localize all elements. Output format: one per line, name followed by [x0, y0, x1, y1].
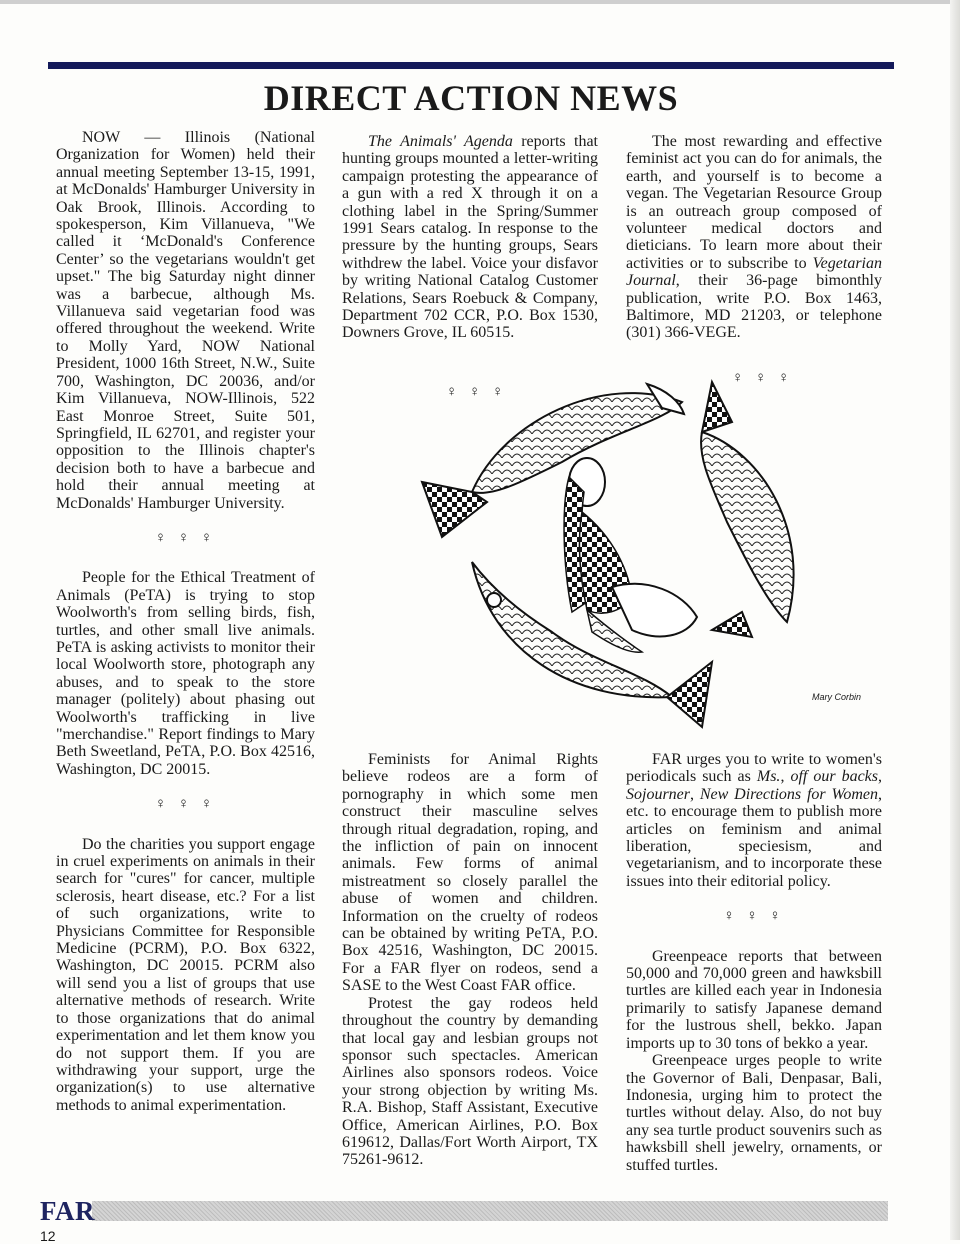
article-text: ,	[878, 768, 883, 786]
page-number: 12	[40, 1228, 56, 1244]
article-text: FAR urges you to write to women's periodicals such as	[626, 751, 882, 786]
fish-right-fin	[712, 612, 752, 637]
magazine-title: Sojourner	[626, 785, 690, 803]
illustration-credit: Mary Corbin	[812, 692, 862, 702]
article-text: ,	[690, 785, 700, 803]
mermaid-fish-illustration	[412, 362, 822, 730]
column-3-bottom	[626, 751, 882, 1174]
scan-shadow	[950, 0, 960, 1240]
magazine-title: Ms.	[756, 768, 781, 786]
article-now-illinois: NOW — Illinois (National Organization for Women) held their annual meeting September 13-15, 1991, at McDonalds' Hamburger University in Oak Brook, Illinois. According to spokesperson, Kim Villanueva, "We called it ‘McDonald's Conference Center’ so the vegetarians wouldn't get upset." The big Saturday night dinner was a barbecue, although Ms. Villanueva said vegetarian food was offered throughout the weekend. Write to Molly Yard, NOW National President, 1000 16th Street, N.W., Suite 700, Washington, DC 20036, and/or Kim Villanueva, NOW-Illinois, 522 East Monroe Street, Suite 501, Springfield, IL 62701, and register your opposition to the Illinois chapter's decision both to have a barbecue and hold their annual meeting at McDonalds' Hamburger University.	[56, 129, 315, 512]
article-vegetarian-resource-group	[626, 133, 882, 342]
fish-right-tail	[702, 382, 732, 432]
fish-right	[701, 432, 794, 622]
article-greenpeace-bali: Greenpeace urges people to write the Governor of Bali, Denpasar, Bali, Indonesia, urging him to protect the turtles without delay. Also, do not buy any sea turtle product souvenirs such as hawksbill shell jewelry, ornaments, or stuffed turtles.	[626, 1052, 882, 1174]
article-far-periodicals	[626, 751, 882, 890]
article-text: , their 36-page bimonthly publication, write P.O. Box 1463, Baltimore, MD 21203, or telephone (301) 366-VEGE.	[626, 272, 882, 342]
footer-logo: FAR	[40, 1196, 95, 1226]
magazine-title: New Directions for Women	[699, 785, 878, 803]
page-title: DIRECT ACTION NEWS	[263, 78, 679, 118]
scan-edge	[0, 0, 960, 4]
magazine-title: The Animals' Agenda	[368, 133, 513, 150]
article-peta-woolworth: People for the Ethical Treatment of Animals (PeTA) is trying to stop Woolworth's from selling birds, fish, turtles, and other small live animals. PeTA is asking activists to monitor their local Woolworth store, photograph any abuses, and to speak to the store manager (politely) about phasing out Woolworth's trafficking in live "merchandise." Report findings to Mary Beth Sweetland, PeTA, P.O. Box 42516, Washington, DC 20015.	[56, 569, 315, 778]
column-2-bottom	[342, 751, 598, 1169]
article-text: reports that hunting groups mounted a letter-writing campaign protesting the appearance of a gun with a red X through it on a clothing label in the Spring/Summer 1991 Sears catalog. In response to the pressure by the hunting groups, Sears withdrew the label. Voice your disfavor by writing National Catalog Customer Relations, Sears Roebuck & Company, Department 702 CCR, P.O. Box 1530, Downers Grove, IL 60515.	[342, 133, 598, 342]
column-3-top	[626, 133, 882, 342]
venus-separator: ♀ ♀ ♀	[154, 796, 217, 813]
article-greenpeace-turtles: Greenpeace reports that between 50,000 and 70,000 green and hawksbill turtles are killed each year in Indonesia primarily to satisfy Japanese demand for the lustrous shell, bekko. Japan imports up to 30 tons of bekko a year.	[626, 947, 882, 1052]
venus-separator: ♀ ♀ ♀	[154, 529, 217, 546]
column-2-top	[342, 133, 598, 342]
article-text: ,	[780, 768, 791, 786]
venus-separator: ♀ ♀ ♀	[723, 908, 785, 925]
magazine-title: Vegetarian Journal	[626, 254, 882, 290]
venus-separator: ♀ ♀ ♀	[732, 370, 794, 386]
top-rule	[48, 62, 894, 69]
article-gay-rodeos: Protest the gay rodeos held throughout the country by demanding that local gay and lesbian groups not sponsor such spectacles. American Airlines also sponsors rodeos. Voice your strong objection by writing Ms. R.A. Bishop, Staff Assistant, Executive Office, American Airlines, P.O. Box 619612, Dallas/Fort Worth Airport, TX 75261-9612.	[342, 994, 598, 1169]
article-text: The most rewarding and effective feminist act you can do for animals, the earth, and yourself is to become a vegan. The Vegetarian Resource Group is an outreach group composed of volunteer medical doctors and dieticians. To learn more about their activities or to subscribe to	[626, 133, 882, 272]
article-pcrm-charities: Do the charities you support engage in cruel experiments on animals in their search for "cures" for cancer, multiple sclerosis, heart disease, etc.? For a list of such organizations, write to Physicians Committee for Responsible Medicine (PCRM), P.O. Box 6322, Washington, DC 20015. PCRM also will send you a list of groups that use alternative methods of research. Write to those organizations that do animal experimentation and let them know you do not support them. If you are withdrawing your support, urge the organization(s) to use alternative methods to animal experimentation.	[56, 835, 315, 1114]
article-rodeos: Feminists for Animal Rights believe rodeos are a form of pornography in which some men construct their masculine selves through ritual degradation, roping, and the infliction of pain on innocent animals. Few forms of animal mistreatment so closely parallel the abuse of women and children. Information on the cruelty of rodeos can be obtained by writing PeTA, P.O. Box 42516, Washington, DC 20015. For a FAR flyer on rodeos, send a SASE to the West Coast FAR office.	[342, 751, 598, 995]
figure-legs	[612, 584, 697, 637]
footer-bar	[92, 1201, 888, 1221]
article-sears-label	[342, 133, 598, 342]
venus-separator: ♀ ♀ ♀	[446, 384, 508, 400]
fish-bottom-tail	[667, 662, 712, 727]
article-text: , etc. to encourage them to publish more articles on feminism and animal liberation, speciesism, and vegetarianism, and to incorporate these issues into their editorial policy.	[626, 785, 882, 890]
column-1	[56, 129, 315, 1114]
magazine-title: off our backs	[790, 768, 879, 786]
